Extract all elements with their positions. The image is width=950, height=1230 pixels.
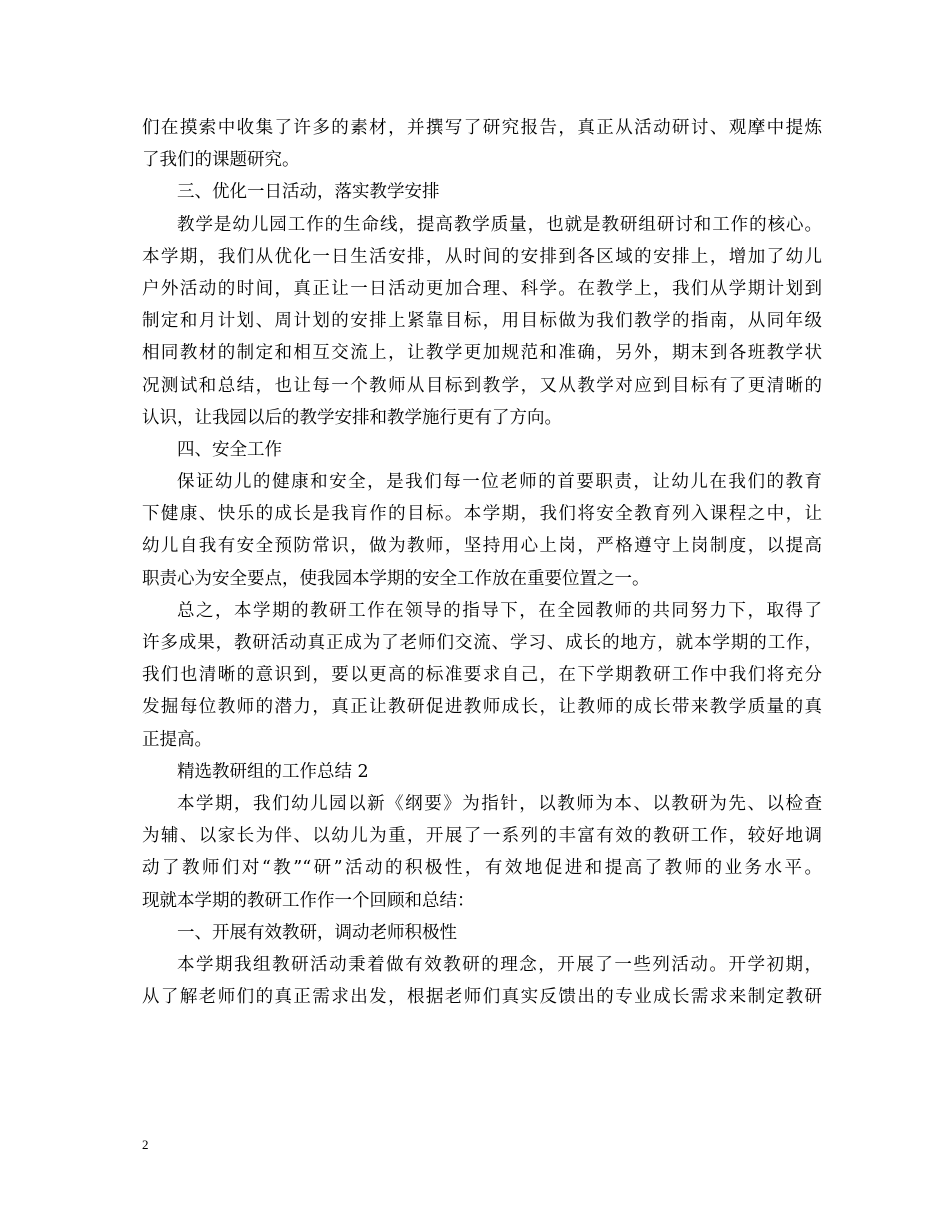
text-line: 现就本学期的教研工作作一个回顾和总结： [142, 890, 475, 911]
text-line: 正提高。 [142, 729, 212, 750]
text-line: 们在摸索中收集了许多的素材，并撰写了研究报告，真正从活动研讨、观摩中提炼 [142, 118, 822, 138]
text-line: 认识，让我园以后的教学安排和教学施行更有了方向。 [142, 407, 562, 428]
text-line: 三、优化一日活动，落实教学安排 [177, 182, 440, 203]
text-line: 动了教师们对“教”“研”活动的积极性，有效地促进和提高了教师的业务水平。 [142, 858, 822, 879]
text-line: 职责心为安全要点，使我园本学期的安全工作放在重要位置之一。 [142, 568, 650, 589]
text-line: 制定和月计划、周计划的安排上紧靠目标，用目标做为我们教学的指南，从同年级 [142, 311, 822, 332]
text-line: 精选教研组的工作总结 2 [177, 761, 369, 782]
text-line: 发掘每位教师的潜力，真正让教研促进教师成长，让教师的成长带来教学质量的真 [142, 697, 822, 718]
body-text [142, 112, 822, 1013]
text-line: 一、开展有效教研，调动老师积极性 [177, 922, 457, 943]
text-line: 相同教材的制定和相互交流上，让教学更加规范和准确，另外，期末到各班教学状 [142, 343, 822, 364]
text-line: 四、安全工作 [177, 439, 282, 460]
text-line: 从了解老师们的真正需求出发，根据老师们真实反馈出的专业成长需求来制定教研 [142, 987, 822, 1008]
text-line: 幼儿自我有安全预防常识，做为教师，坚持用心上岗，严格遵守上岗制度，以提高 [142, 536, 822, 557]
text-line: 本学期，我们从优化一日生活安排，从时间的安排到各区域的安排上，增加了幼儿 [142, 246, 822, 267]
text-line: 户外活动的时间，真正让一日活动更加合理、科学。在教学上，我们从学期计划到 [142, 278, 822, 299]
text-line: 许多成果，教研活动真正成为了老师们交流、学习、成长的地方，就本学期的工作， [142, 633, 822, 653]
text-line: 保证幼儿的健康和安全，是我们每一位老师的首要职责，让幼儿在我们的教育 [177, 472, 822, 493]
text-line: 了我们的课题研究。 [142, 150, 300, 171]
page-number: 2 [142, 1137, 149, 1152]
text-line: 本学期，我们幼儿园以新《纲要》为指针，以教师为本、以教研为先、以检查 [177, 793, 822, 814]
text-line: 教学是幼儿园工作的生命线，提高教学质量，也就是教研组研讨和工作的核心。 [177, 214, 822, 235]
text-line: 下健康、快乐的成长是我肓作的目标。本学期，我们将安全教育列入课程之中，让 [142, 504, 822, 525]
text-line: 总之，本学期的教研工作在领导的指导下，在全园教师的共同努力下，取得了 [177, 600, 822, 621]
text-line: 我们也清晰的意识到，要以更高的标准要求自己，在下学期教研工作中我们将充分 [142, 665, 822, 686]
text-line: 为辅、以家长为伴、以幼儿为重，开展了一系列的丰富有效的教研工作，较好地调 [142, 826, 822, 847]
text-line: 况测试和总结，也让每一个教师从目标到教学，又从教学对应到目标有了更清晰的 [142, 375, 822, 396]
text-line: 本学期我组教研活动秉着做有效教研的理念，开展了一些列活动。开学初期， [177, 954, 822, 975]
